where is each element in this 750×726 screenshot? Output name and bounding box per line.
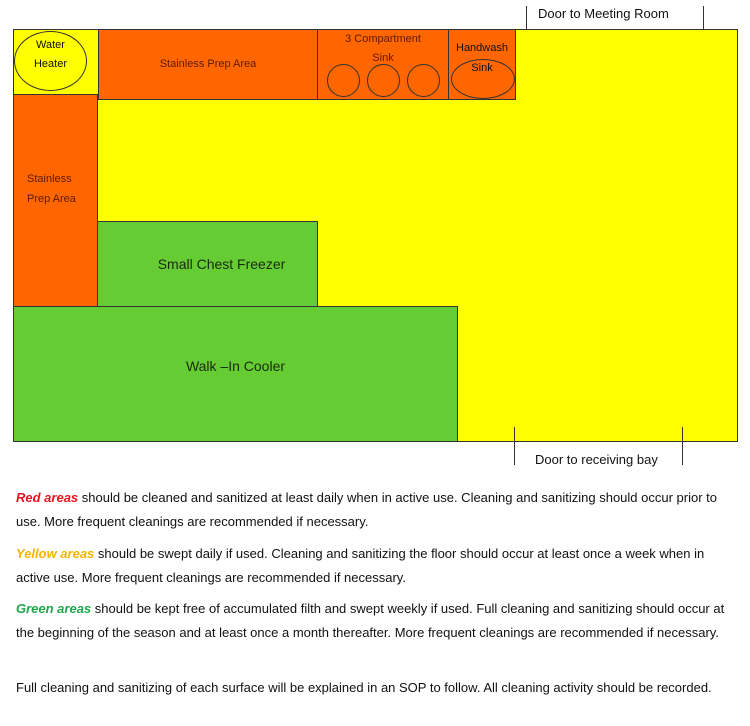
walk-in-cooler-label: Walk –In Cooler [185, 358, 286, 374]
handwash-sink-line1: Handwash [456, 42, 508, 54]
note-yellow-areas [16, 542, 740, 590]
handwash-sink-label [448, 38, 516, 78]
three-compartment-sink-label [345, 30, 421, 68]
water-heater-line1: Water [36, 39, 65, 51]
door-meeting-room-label: Door to Meeting Room [538, 6, 669, 21]
yellow-areas-text: should be swept daily if used. Cleaning and sanitizing the floor should occur at least once a week when in active use. More frequent cleanings are recommended if necessary. [16, 546, 705, 585]
small-chest-freezer [97, 221, 318, 307]
stainless-prep-area-left-line1: Stainless [27, 173, 72, 185]
handwash-sink-line2: Sink [471, 62, 493, 74]
door-receiving-left-mark [514, 427, 515, 465]
red-areas-key: Red areas [16, 490, 79, 505]
red-areas-text: should be cleaned and sanitized at least daily when in active use. Cleaning and sanitizing should occur prior to use. More frequent cleanings are recommended if necessary. [16, 490, 717, 529]
sink-basin-3-icon [407, 64, 440, 97]
green-areas-key: Green areas [16, 601, 92, 616]
water-heater-line2: Heater [33, 58, 68, 70]
walk-in-cooler [13, 306, 458, 442]
note-footer: Full cleaning and sanitizing of each surface will be explained in an SOP to follow. All cleaning activity should be recorded. [16, 680, 712, 695]
stainless-prep-area-left-label [27, 169, 76, 209]
stainless-prep-area-top [98, 29, 318, 100]
sink-basin-1-icon [327, 64, 360, 97]
door-receiving-bay-label: Door to receiving bay [535, 452, 658, 467]
small-chest-freezer-label: Small Chest Freezer [157, 256, 286, 272]
green-areas-text: should be kept free of accumulated filth and swept weekly if used. Full cleaning and sanitizing should occur at the beginning of the season and at least once a month thereafter. More frequent cleanings are recommended if necessary. [16, 601, 725, 640]
note-green-areas [16, 597, 740, 645]
stainless-prep-area-left-line2: Prep Area [27, 193, 76, 205]
water-heater-label [14, 36, 87, 74]
sink-basin-2-icon [367, 64, 400, 97]
stainless-prep-area-top-label: Stainless Prep Area [159, 58, 257, 70]
yellow-areas-key: Yellow areas [16, 546, 95, 561]
three-compartment-sink-line1: 3 Compartment [345, 33, 421, 45]
stainless-prep-area-left [13, 94, 98, 307]
three-compartment-sink-line2: Sink [372, 52, 394, 64]
door-receiving-right-mark [682, 427, 683, 465]
note-red-areas [16, 486, 740, 534]
